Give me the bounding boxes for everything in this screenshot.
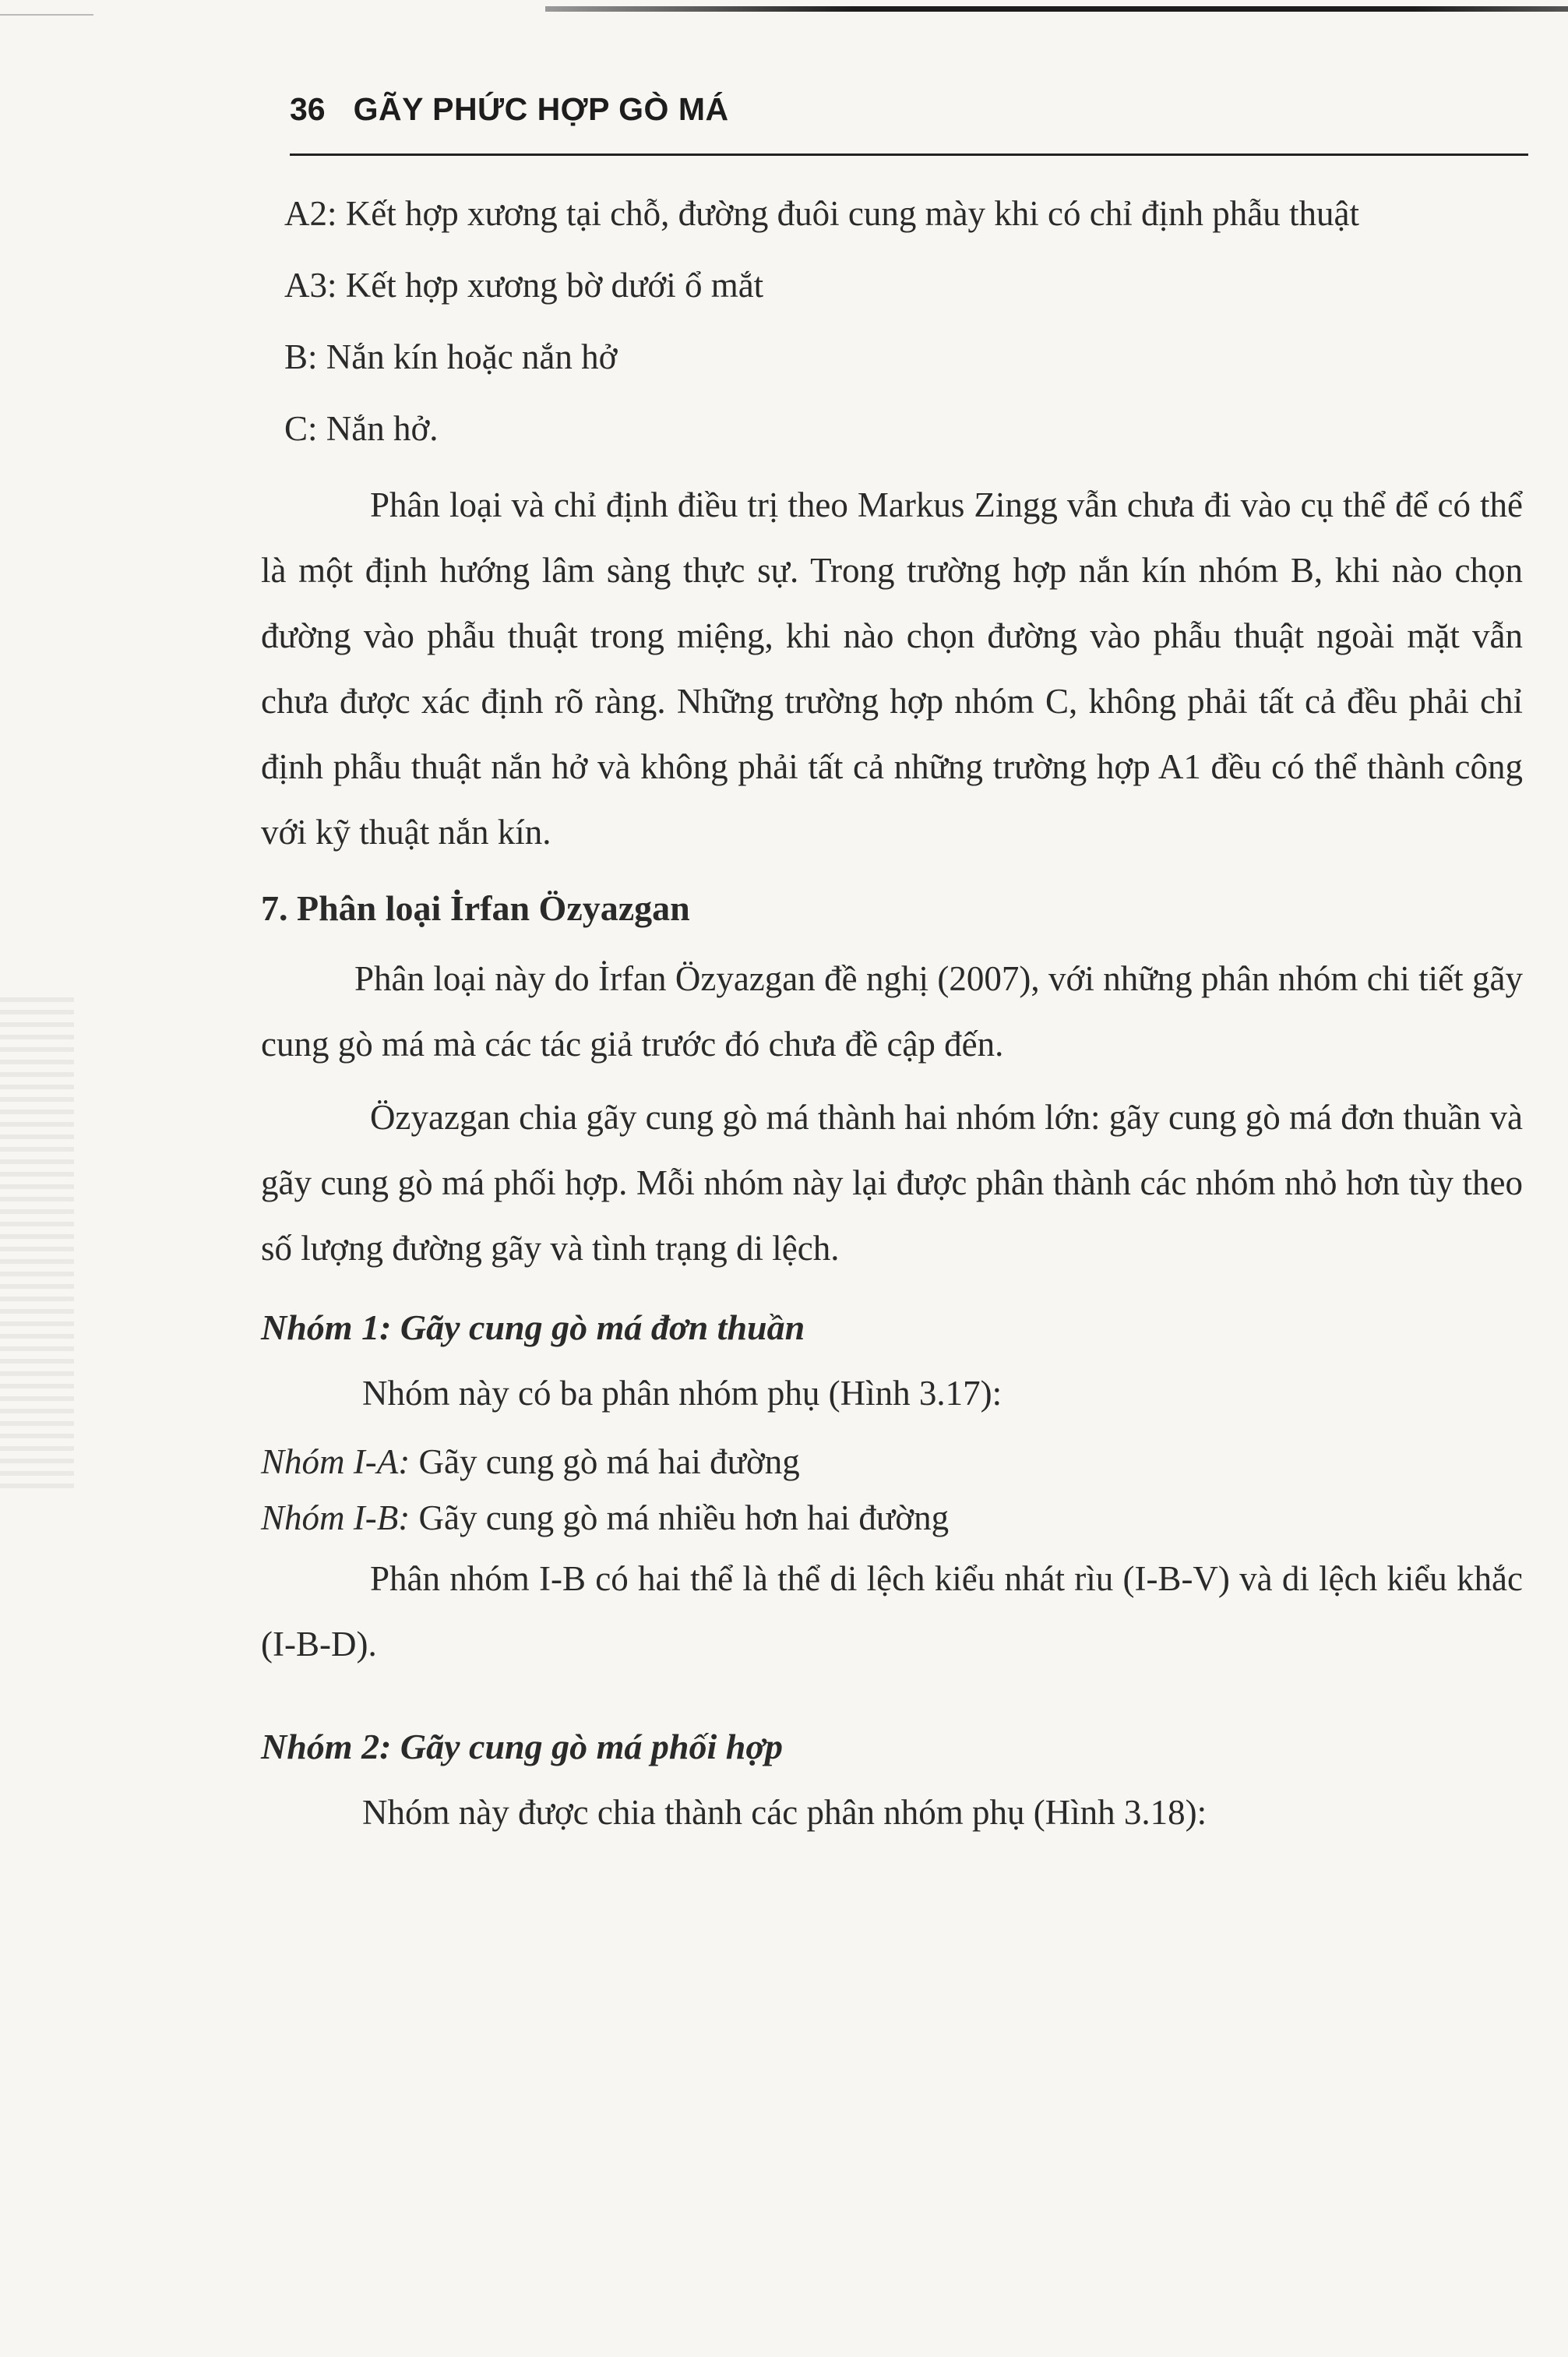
group-2-heading: Nhóm 2: Gãy cung gò má phối hợp — [261, 1727, 784, 1766]
scan-edge-artifact — [0, 997, 74, 1496]
page-body — [261, 181, 1523, 1845]
paragraph-ozyazgan-intro: Phân loại này do İrfan Özyazgan đề nghị (2007), với những phân nhóm chi tiết gãy cung gò má mà các tác giả trước đó chưa đề cập đến. — [261, 959, 1523, 1064]
group-1b-line — [261, 1490, 1523, 1546]
paragraph-group-1b-types: Phân nhóm I-B có hai thể là thể di lệch kiểu nhát rìu (I-B-V) và di lệch kiểu khắc (I-B-D). — [261, 1559, 1523, 1664]
group-1a-line — [261, 1434, 1523, 1490]
group-1a-text: Gãy cung gò má hai đường — [418, 1442, 800, 1481]
list-item-c: C: Nắn hở. — [284, 409, 439, 448]
running-head — [290, 91, 1528, 156]
page-number: 36 — [290, 91, 326, 127]
group-1b-text: Gãy cung gò má nhiều hơn hai đường — [418, 1498, 950, 1537]
top-scan-mark — [0, 14, 93, 16]
list-item-b: B: Nắn kín hoặc nắn hở — [284, 337, 618, 376]
group-1-intro: Nhóm này có ba phân nhóm phụ (Hình 3.17): — [362, 1374, 1002, 1413]
top-scan-rule — [545, 6, 1568, 12]
section-heading-7: 7. Phân loại İrfan Özyazgan — [261, 888, 690, 928]
group-1a-label: Nhóm I-A: — [261, 1442, 410, 1481]
paragraph-ozyazgan-groups: Özyazgan chia gãy cung gò má thành hai nhóm lớn: gãy cung gò má đơn thuần và gãy cung gò má phối hợp. Mỗi nhóm này lại được phân thành các nhóm nhỏ hơn tùy theo số lượng đường gãy và tình trạng di lệch. — [261, 1098, 1523, 1268]
chapter-title: GÃY PHỨC HỢP GÒ MÁ — [353, 91, 729, 127]
paragraph-zingg-discussion: Phân loại và chỉ định điều trị theo Markus Zingg vẫn chưa đi vào cụ thể để có thể là một định hướng lâm sàng thực sự. Trong trường hợp nắn kín nhóm B, khi nào chọn đường vào phẫu thuật trong miệng, khi nào chọn đường vào phẫu thuật ngoài mặt vẫn chưa được xác định rõ ràng. Những trường hợp nhóm C, không phải tất cả đều phải chỉ định phẫu thuật nắn hở và không phải tất cả những trường hợp A1 đều có thể thành công với kỹ thuật nắn kín. — [261, 485, 1523, 852]
group-1b-label: Nhóm I-B: — [261, 1498, 410, 1537]
group-1-heading: Nhóm 1: Gãy cung gò má đơn thuần — [261, 1307, 805, 1347]
list-item-a2: A2: Kết hợp xương tại chỗ, đường đuôi cung mày khi có chỉ định phẫu thuật — [284, 194, 1359, 233]
list-item-a3: A3: Kết hợp xương bờ dưới ổ mắt — [284, 266, 764, 305]
group-2-intro: Nhóm này được chia thành các phân nhóm phụ (Hình 3.18): — [362, 1793, 1207, 1832]
